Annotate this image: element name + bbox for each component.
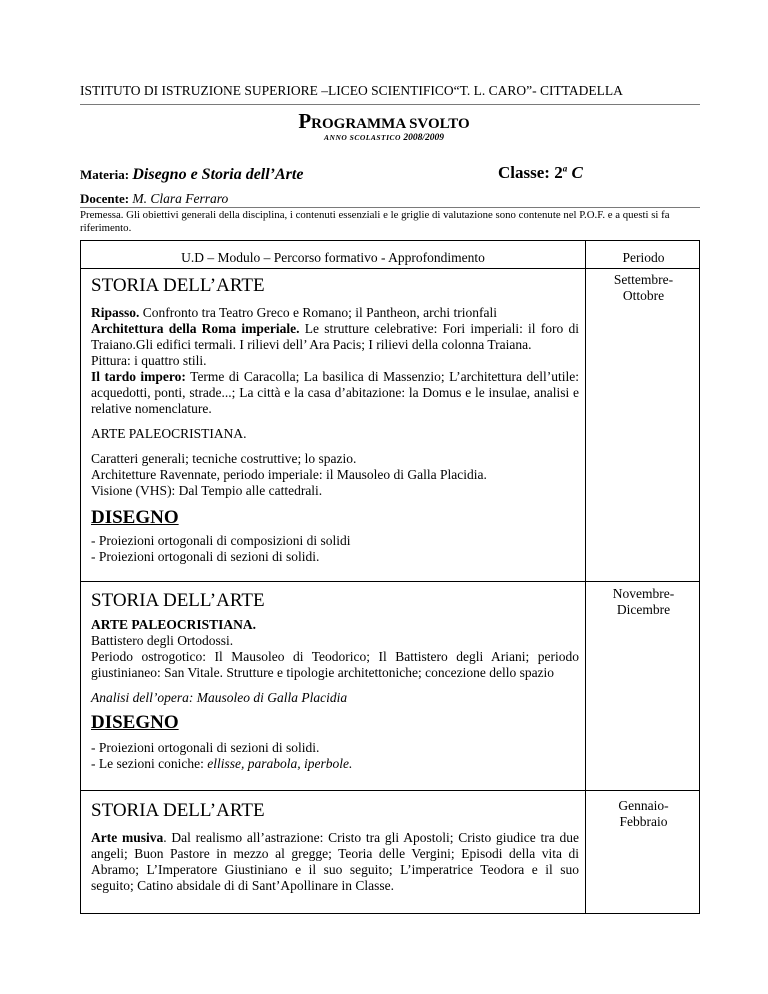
row1-ravennate: Architetture Ravennate, periodo imperiale: il Mausoleo di Galla Placidia. bbox=[91, 467, 487, 482]
row1-roma-imperiale: Architettura della Roma imperiale. Le strutture celebrative: Fori imperiali: il foro di Traiano.Gli edifici termali. I rilievi dell’ Ara Pacis; I rilievi della colonna Traiana. bbox=[91, 321, 579, 352]
title-initial: P bbox=[298, 109, 312, 133]
premise-text bbox=[80, 204, 700, 235]
row2-heading: STORIA DELL’ARTE bbox=[91, 590, 265, 611]
title-rest: ROGRAMMA SVOLTO bbox=[311, 116, 470, 132]
header-row-divider bbox=[81, 268, 699, 269]
row1-disegno-item2: - Proiezioni ortogonali di sezioni di solidi. bbox=[91, 549, 320, 564]
row1-divider bbox=[81, 581, 699, 582]
school-year bbox=[0, 133, 768, 143]
row2-analisi: Analisi dell’opera: Mausoleo di Galla Placidia bbox=[91, 690, 348, 705]
institute-header: ISTITUTO DI ISTRUZIONE SUPERIORE –LICEO SCIENTIFICO“T. L. CARO”- CITTADELLA bbox=[80, 83, 623, 98]
row1-subheading: ARTE PALEOCRISTIANA. bbox=[91, 426, 247, 441]
row1-visione: Visione (VHS): Dal Tempio alle cattedrali. bbox=[91, 483, 323, 498]
table-header-content: U.D – Modulo – Percorso formativo - Approfondimento bbox=[181, 250, 485, 265]
row2-ostrogotico: Periodo ostrogotico: Il Mausoleo di Teodorico; Il Battistero degli Ariani; periodo giustinianeo: San Vitale. Strutture e tipologie architettoniche; concezione dello spazio bbox=[91, 649, 579, 680]
row2-disegno-heading: DISEGNO bbox=[91, 712, 179, 733]
document-title bbox=[0, 109, 768, 134]
class-superscript: a bbox=[562, 163, 568, 174]
premise-paragraph: Premessa. Gli obiettivi generali della disciplina, i contenuti essenziali e le griglie di valutazione sono contenute nel P.O.F. e a questi si fa riferimento. bbox=[80, 209, 670, 234]
row1-disegno-item1: - Proiezioni ortogonali di composizioni di solidi bbox=[91, 533, 351, 548]
row3-period: Gennaio- Febbraio bbox=[618, 798, 669, 829]
row2-disegno-item2: - Le sezioni coniche: ellisse, parabola, iperbole. bbox=[91, 756, 353, 771]
row3-content bbox=[91, 800, 579, 894]
row2-battistero: Battistero degli Ortodossi. bbox=[91, 633, 234, 648]
class-label: Classe: 2 bbox=[498, 163, 563, 182]
row2-content bbox=[91, 590, 579, 772]
class-line bbox=[498, 163, 583, 183]
row1-tardo-impero: Il tardo impero: Terme di Caracolla; La basilica di Massenzio; L’architettura dell’utile: acquedotti, ponti, strade...; La città e la casa d’abitazione: la Domus e le insulae, analisi e relative nomenclature. bbox=[91, 369, 579, 416]
school-year-label: ANNO SCOLASTICO bbox=[324, 133, 401, 142]
row1-heading: STORIA DELL’ARTE bbox=[91, 275, 265, 296]
row3-arte-musiva: Arte musiva. Dal realismo all’astrazione: Cristo tra gli Apostoli; Cristo giudice tra due angeli; Buon Pastore in mezzo al gregge; Teoria delle Vergini; Episodi della vita di Abramo; L’Imperatore Giustiniano e il suo seguito; L’imperatrice Teodora e il suo seguito; Catino absidale di di Sant’Apollinare in Classe. bbox=[91, 830, 579, 893]
teacher-value: M. Clara Ferraro bbox=[132, 191, 229, 206]
row2-disegno-item1: - Proiezioni ortogonali di sezioni di solidi. bbox=[91, 740, 320, 755]
row1-period: Settembre- Ottobre bbox=[613, 272, 674, 303]
subject-value: Disegno e Storia dell’Arte bbox=[132, 166, 304, 183]
subject-label: Materia: bbox=[80, 167, 130, 182]
row2-subheading: ARTE PALEOCRISTIANA. bbox=[91, 617, 257, 632]
program-table bbox=[80, 240, 700, 914]
row2-period: Novembre- Dicembre bbox=[612, 586, 675, 617]
row1-caratteri: Caratteri generali; tecniche costruttive; lo spazio. bbox=[91, 451, 357, 466]
row2-divider bbox=[81, 790, 699, 791]
table-header-period: Periodo bbox=[622, 250, 665, 265]
row1-ripasso: Ripasso. Confronto tra Teatro Greco e Romano; il Pantheon, archi trionfali bbox=[91, 305, 497, 320]
subject-line bbox=[80, 166, 303, 184]
school-year-value: 2008/2009 bbox=[403, 133, 444, 143]
row1-pittura: Pittura: i quattro stili. bbox=[91, 353, 207, 368]
class-section: C bbox=[567, 163, 583, 182]
row3-heading: STORIA DELL’ARTE bbox=[91, 800, 265, 821]
teacher-label: Docente: bbox=[80, 191, 130, 206]
header-rule bbox=[80, 104, 700, 105]
row1-disegno-heading: DISEGNO bbox=[91, 507, 179, 528]
row1-content bbox=[91, 275, 579, 565]
